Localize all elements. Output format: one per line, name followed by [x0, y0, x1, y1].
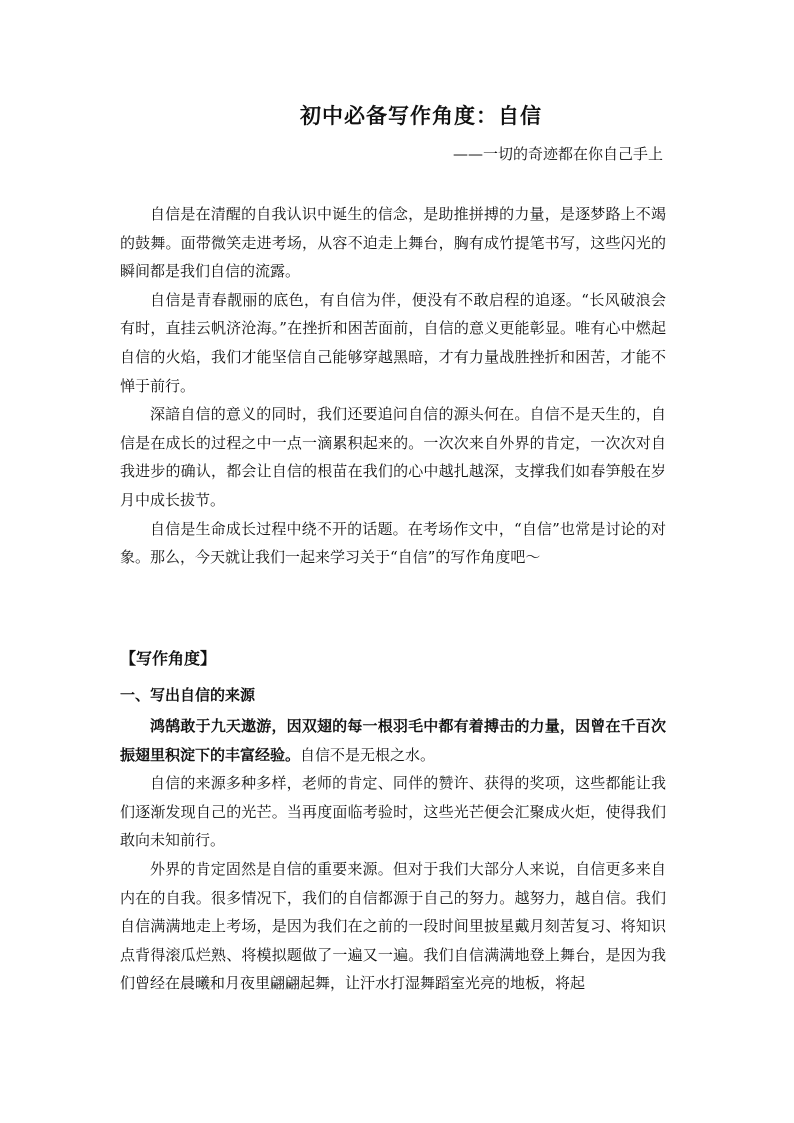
intro-paragraph-3: 深諳自信的意义的同时，我们还要追问自信的源头何在。自信不是天生的，自信是在成长的过程之中一点一滴累积起来的。一次次来自外界的肯定，一次次对自我进步的确认，都会让自信的根苗在我们的心中越扎越深，支撑我们如春笋般在岁月中成长拔节。 [120, 405, 666, 509]
section-body [120, 712, 666, 998]
page-title: 初中必备写作角度：自信 [300, 103, 542, 128]
intro-paragraph-2: 自信是青春靓丽的底色，有自信为伴，便没有不敢启程的追逐。“长风破浪会有时，直挂云帆济沧海。”在挫折和困苦面前，自信的意义更能彰显。唯有心中燃起自信的火焰，我们才能坚信自己能够穿越黑暗，才有力量战胜挫折和困苦，才能不惮于前行。 [120, 290, 666, 395]
subsection-title: 一、写出自信的来源 [120, 686, 256, 704]
page-subtitle: ——一切的奇迹都在你自己手上 [452, 145, 663, 163]
intro-paragraph-4: 自信是生命成长过程中绕不开的话题。在考场作文中，“自信”也常是讨论的对象。那么，今天就让我们一起来学习关于“自信”的写作角度吧～ [120, 519, 666, 567]
bold-paragraph-tail: 自信不是无根之水。 [300, 745, 436, 764]
section-header: 【写作角度】 [120, 649, 217, 668]
bold-paragraph-lead: 鸿鹄敢于九天遨游，因双翅的每一根羽毛中都有着搏击的力量，因曾在千百次振翅里积淀下的丰富经验。 [120, 717, 666, 764]
intro-paragraph-1: 自信是在清醒的自我认识中诞生的信念，是助推拼搏的力量，是逐梦路上不竭的鼓舞。面带微笑走进考场，从容不迫走上舞台，胸有成竹提笔书写，这些闪光的瞬间都是我们自信的流露。 [120, 205, 666, 281]
intro-section [120, 200, 666, 572]
body-paragraph-2: 外界的肯定固然是自信的重要来源。但对于我们大部分人来说，自信更多来自内在的自我。很多情况下，我们的自信都源于自己的努力。越努力，越自信。我们自信满满地走上考场，是因为我们在之前的一段时间里披星戴月刻苦复习、将知识点背得滚瓜烂熟、将模拟题做了一遍又一遍。我们自信满满地登上舞台，是因为我们曾经在晨曦和月夜里翩翩起舞，让汗水打湿舞蹈室光亮的地板，将起 [120, 859, 666, 993]
body-paragraph-1: 自信的来源多种多样，老师的肯定、同伴的赞许、获得的奖项，这些都能让我们逐渐发现自己的光芒。当再度面临考验时，这些光芒便会汇聚成火炬，使得我们敢向未知前行。 [120, 774, 666, 850]
bold-paragraph [120, 712, 666, 769]
